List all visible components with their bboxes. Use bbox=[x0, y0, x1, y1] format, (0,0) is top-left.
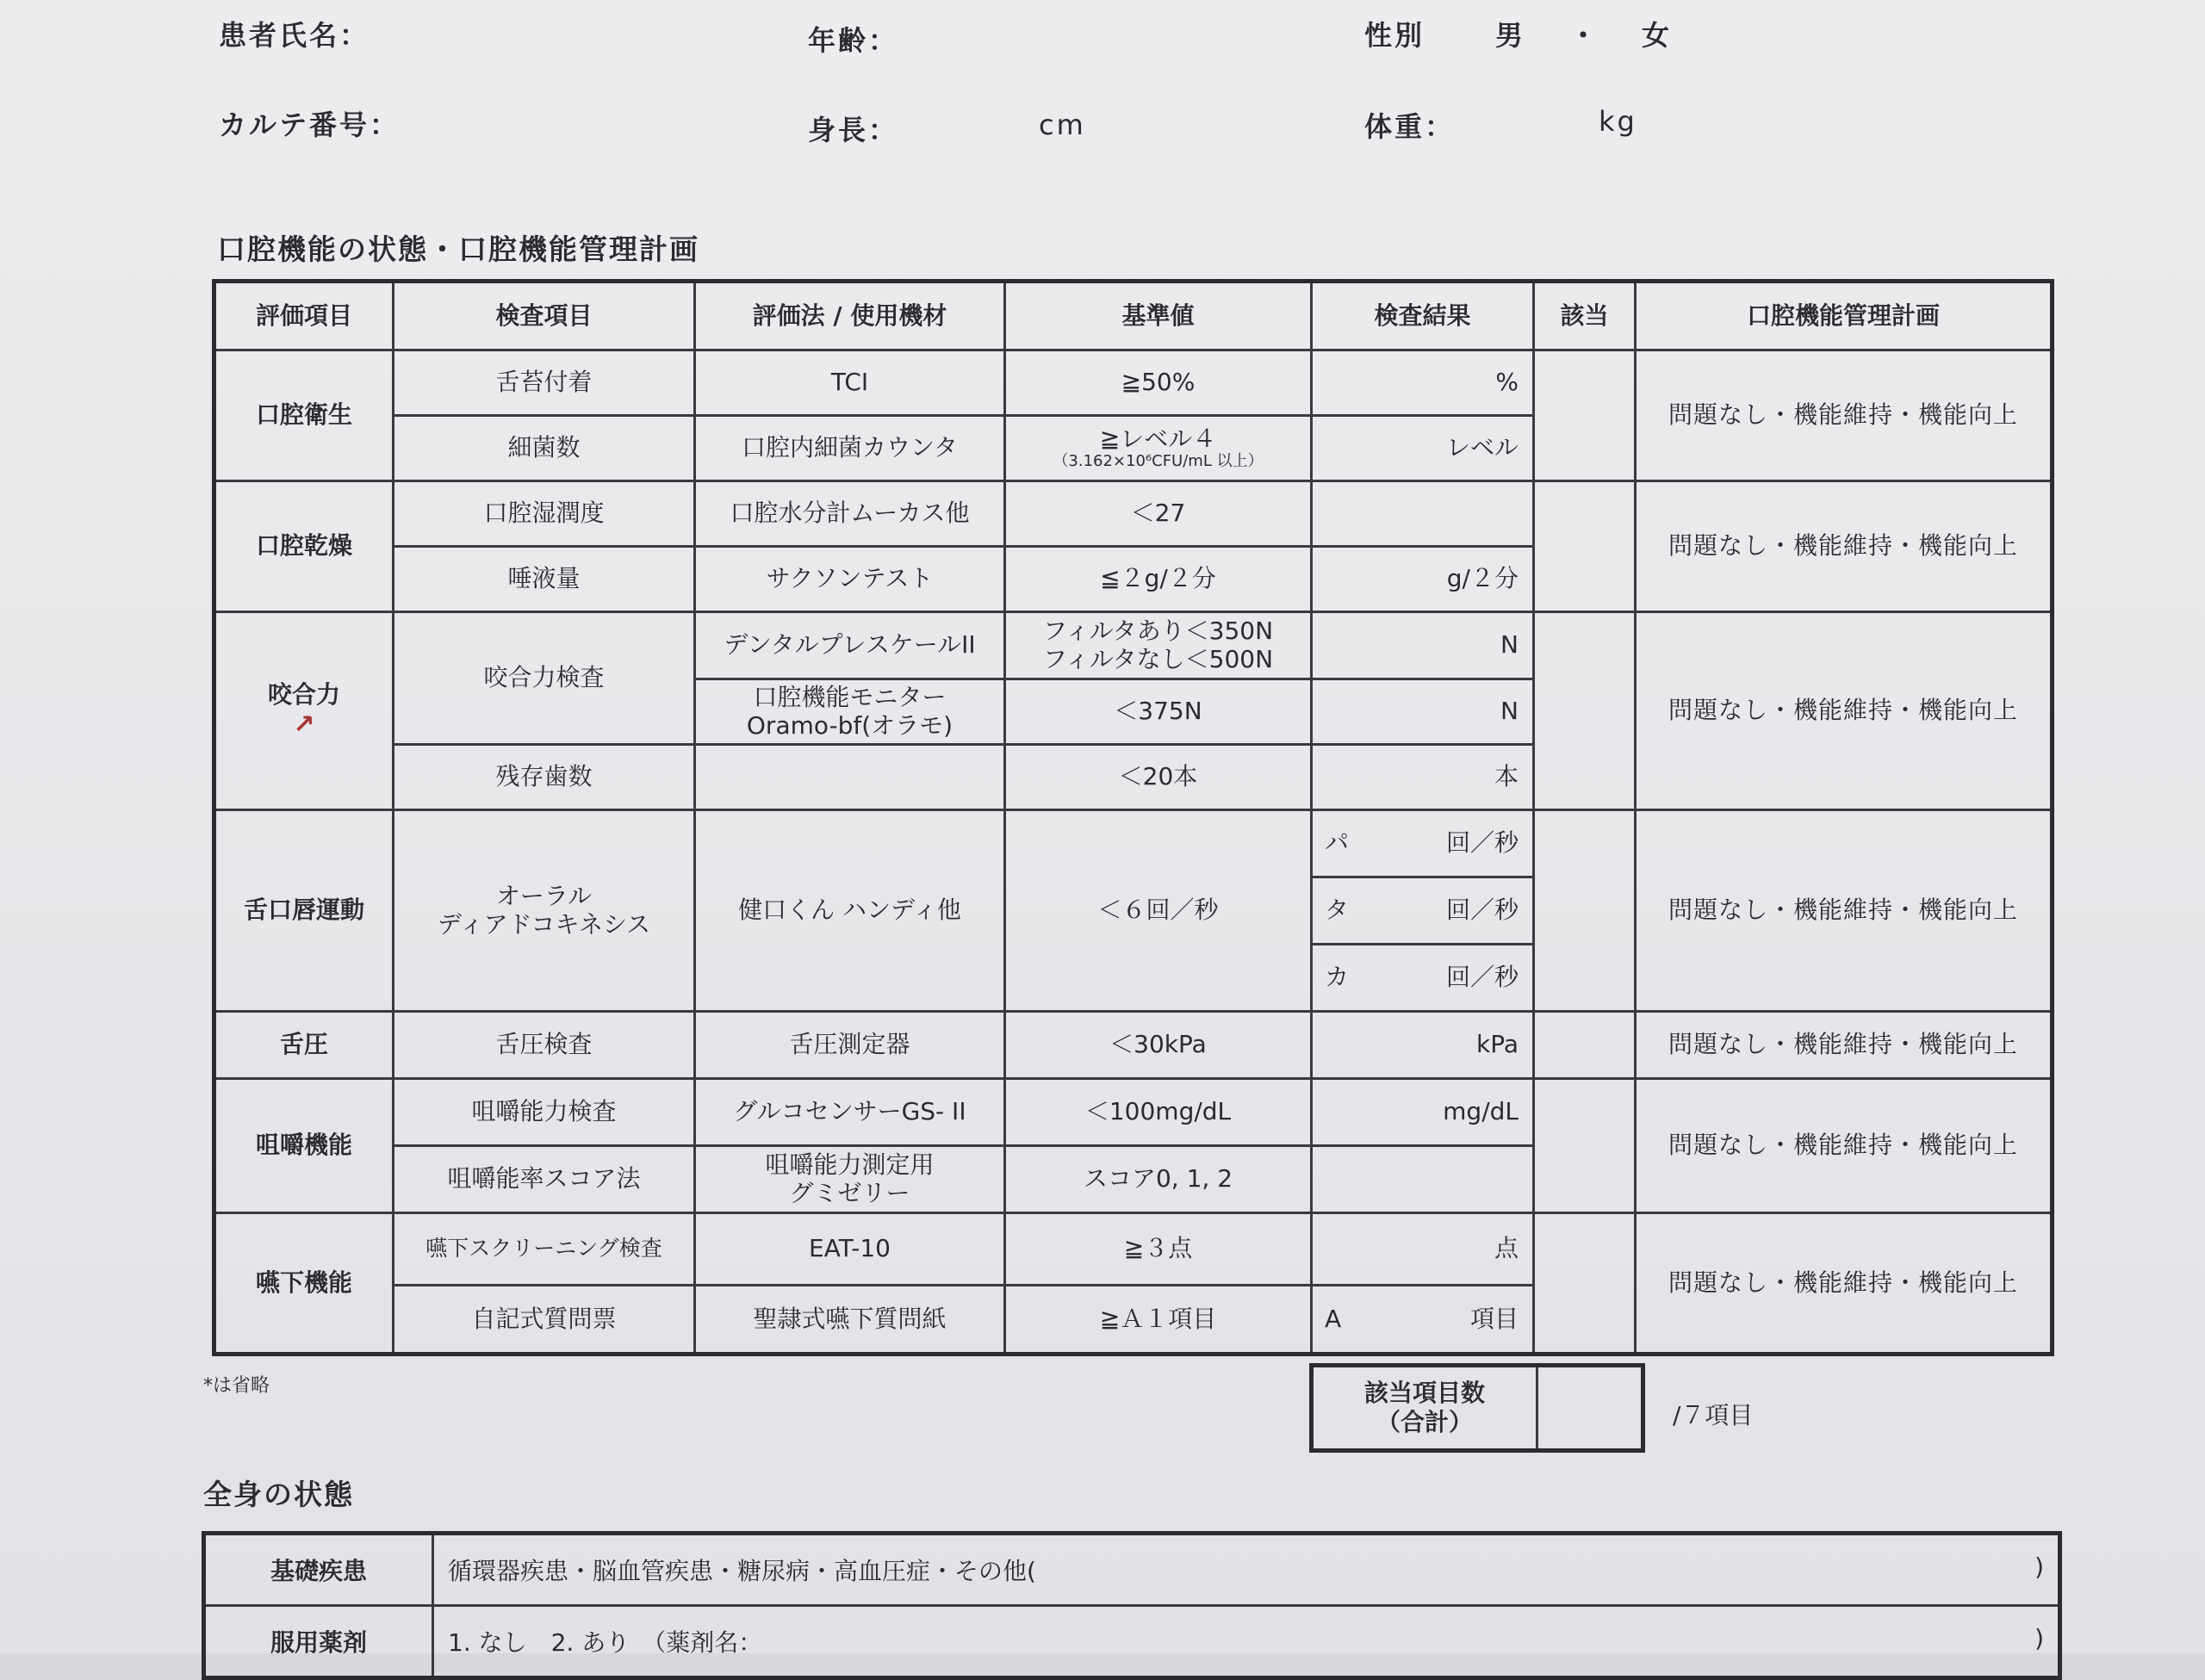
plan-options-cell[interactable]: 問題なし・機能維持・機能向上 bbox=[1636, 810, 2053, 1012]
standard-line: フィルタなし＜500N bbox=[1042, 644, 1274, 673]
standard-cell: ≧３点 bbox=[1005, 1213, 1312, 1286]
result-input-cell[interactable]: N bbox=[1312, 612, 1534, 679]
summary-row bbox=[1312, 1366, 1643, 1451]
standard-cell: ＜30kPa bbox=[1005, 1012, 1312, 1079]
result-input-cell[interactable]: mg/dL bbox=[1312, 1079, 1534, 1146]
result-input-cell[interactable]: 本 bbox=[1312, 745, 1534, 810]
result-input-cell[interactable]: N bbox=[1312, 679, 1534, 745]
method-cell: サクソンテスト bbox=[695, 547, 1005, 612]
table-row bbox=[204, 1534, 2060, 1606]
result-input-cell[interactable] bbox=[1312, 1286, 1534, 1355]
oral-function-section-title: 口腔機能の状態・口腔機能管理計画 bbox=[217, 232, 699, 266]
standard-main: ≧レベル４ bbox=[1099, 425, 1217, 454]
table-row bbox=[214, 1213, 2053, 1286]
standard-cell: スコア0, 1, 2 bbox=[1005, 1146, 1312, 1213]
plan-options-cell[interactable]: 問題なし・機能維持・機能向上 bbox=[1636, 612, 2053, 810]
summary-label-sub: （合計） bbox=[1376, 1408, 1473, 1436]
patient-name-label: 患者氏名： bbox=[219, 19, 370, 52]
test-item-cell: 自記式質問票 bbox=[394, 1286, 695, 1355]
column-header: 口腔機能管理計画 bbox=[1636, 282, 2053, 350]
height-unit: cm bbox=[1039, 108, 1086, 141]
result-input-cell[interactable] bbox=[1312, 481, 1534, 547]
test-item-cell: 舌圧検査 bbox=[394, 1012, 695, 1079]
method-cell: 健口くん ハンディ他 bbox=[695, 810, 1005, 1012]
standard-cell: ＜375N bbox=[1005, 679, 1312, 745]
method-cell: 口腔水分計ムーカス他 bbox=[695, 481, 1005, 547]
table-header-row bbox=[214, 282, 2053, 350]
table-row bbox=[214, 350, 2053, 416]
test-item-cell: 嚥下スクリーニング検査 bbox=[394, 1213, 695, 1286]
method-line: グミゼリー bbox=[789, 1178, 910, 1207]
test-item-cell: 細菌数 bbox=[394, 416, 695, 481]
summary-label: 該当項目数 bbox=[1363, 1379, 1485, 1408]
syllable-ta: タ bbox=[1325, 896, 1350, 925]
method-cell: TCI bbox=[695, 350, 1005, 416]
category-cell: 口腔衛生 bbox=[214, 350, 394, 481]
height-label: 身長： bbox=[808, 114, 899, 146]
table-row bbox=[214, 481, 2053, 547]
plan-options-cell[interactable]: 問題なし・機能維持・機能向上 bbox=[1636, 1213, 2053, 1355]
standard-cell: ≧50% bbox=[1005, 350, 1312, 416]
result-input-cell[interactable]: g/２分 bbox=[1312, 547, 1534, 612]
method-cell bbox=[695, 679, 1005, 745]
method-cell: 聖隷式嚥下質問紙 bbox=[695, 1286, 1005, 1355]
result-input-cell[interactable] bbox=[1312, 810, 1534, 877]
general-condition-table bbox=[202, 1531, 2062, 1680]
category-cell: 舌口唇運動 bbox=[214, 810, 394, 1012]
table-row bbox=[214, 1079, 2053, 1146]
chart-number-label: カルテ番号： bbox=[219, 108, 401, 141]
test-item-cell: 舌苔付着 bbox=[394, 350, 695, 416]
test-item-cell: 咀嚼能力検査 bbox=[394, 1079, 695, 1146]
result-unit: 回／秒 bbox=[1445, 896, 1519, 925]
result-input-cell[interactable]: 点 bbox=[1312, 1213, 1534, 1286]
column-header: 評価法 / 使用機材 bbox=[695, 282, 1005, 350]
weight-label: 体重： bbox=[1364, 110, 1456, 143]
summary-label-cell bbox=[1312, 1366, 1537, 1451]
sex-female-option[interactable]: 女 bbox=[1642, 19, 1673, 52]
standard-sub: （3.162×10⁶CFU/mL 以上） bbox=[1053, 452, 1264, 471]
sex-male-option[interactable]: 男 bbox=[1495, 19, 1526, 52]
method-cell: 口腔内細菌カウンタ bbox=[695, 416, 1005, 481]
result-input-cell[interactable]: レベル bbox=[1312, 416, 1534, 481]
disease-close: ) bbox=[2034, 1553, 2044, 1581]
result-unit: 回／秒 bbox=[1445, 963, 1519, 992]
standard-cell bbox=[1005, 416, 1312, 481]
column-header: 検査結果 bbox=[1312, 282, 1534, 350]
applicable-checkbox-cell[interactable] bbox=[1534, 481, 1636, 612]
category-cell: 舌圧 bbox=[214, 1012, 394, 1079]
handwritten-mark: ↗ bbox=[293, 710, 315, 741]
result-input-cell[interactable]: % bbox=[1312, 350, 1534, 416]
test-item-cell: 咬合力検査 bbox=[394, 612, 695, 745]
column-header: 検査項目 bbox=[394, 282, 695, 350]
sex-separator: ・ bbox=[1569, 19, 1600, 52]
category-cell: 咀嚼機能 bbox=[214, 1079, 394, 1213]
general-condition-section-title: 全身の状態 bbox=[203, 1478, 354, 1511]
standard-cell bbox=[1005, 612, 1312, 679]
category-cell: 口腔乾燥 bbox=[214, 481, 394, 612]
oral-function-table bbox=[212, 279, 2054, 1356]
syllable-pa: パ bbox=[1325, 828, 1350, 858]
footnote: *は省略 bbox=[203, 1375, 270, 1397]
medication-label: 服用薬剤 bbox=[204, 1606, 433, 1678]
column-header: 基準値 bbox=[1005, 282, 1312, 350]
standard-cell: ≦２g/２分 bbox=[1005, 547, 1312, 612]
applicable-checkbox-cell[interactable] bbox=[1534, 612, 1636, 810]
applicable-checkbox-cell[interactable] bbox=[1534, 810, 1636, 1012]
test-item-line: ディアドコキネシス bbox=[437, 909, 651, 939]
standard-line: フィルタあり＜350N bbox=[1042, 617, 1274, 646]
weight-unit: kg bbox=[1599, 105, 1637, 138]
column-header: 評価項目 bbox=[214, 282, 394, 350]
table-row bbox=[214, 1012, 2053, 1079]
category-label: 咬合力 bbox=[267, 680, 340, 710]
test-item-cell: 口腔湿潤度 bbox=[394, 481, 695, 547]
method-cell bbox=[695, 745, 1005, 810]
method-cell: グルコセンサーGS- II bbox=[695, 1079, 1005, 1146]
standard-cell: ＜27 bbox=[1005, 481, 1312, 547]
medication-text: 1. なし 2. あり （薬剤名： bbox=[448, 1628, 763, 1657]
result-prefix: A bbox=[1325, 1304, 1342, 1333]
summary-table bbox=[1309, 1363, 1645, 1453]
method-line: 口腔機能モニター bbox=[753, 683, 947, 712]
table-row bbox=[214, 810, 2053, 877]
standard-cell: ＜20本 bbox=[1005, 745, 1312, 810]
test-item-cell: 残存歯数 bbox=[394, 745, 695, 810]
result-input-cell[interactable] bbox=[1312, 945, 1534, 1012]
medication-close: ) bbox=[2034, 1624, 2044, 1652]
plan-options-cell[interactable]: 問題なし・機能維持・機能向上 bbox=[1636, 481, 2053, 612]
applicable-checkbox-cell[interactable] bbox=[1534, 1079, 1636, 1213]
age-label: 年齢： bbox=[808, 24, 899, 57]
summary-count-input[interactable] bbox=[1537, 1366, 1643, 1451]
method-line: 咀嚼能力測定用 bbox=[765, 1150, 935, 1180]
standard-cell: ≧Ａ１項目 bbox=[1005, 1286, 1312, 1355]
method-cell: EAT-10 bbox=[695, 1213, 1005, 1286]
result-input-cell[interactable] bbox=[1312, 1146, 1534, 1213]
table-row bbox=[204, 1606, 2060, 1678]
category-cell bbox=[214, 612, 394, 810]
category-cell: 嚥下機能 bbox=[214, 1213, 394, 1355]
test-item-cell bbox=[394, 810, 695, 1012]
table-row bbox=[214, 612, 2053, 679]
method-line: Oramo-bf(オラモ) bbox=[746, 710, 953, 740]
standard-cell: ＜100mg/dL bbox=[1005, 1079, 1312, 1146]
disease-text: 循環器疾患・脳血管疾患・糖尿病・高血圧症・その他( bbox=[448, 1557, 1036, 1585]
test-item-cell: 咀嚼能率スコア法 bbox=[394, 1146, 695, 1213]
underlying-disease-label: 基礎疾患 bbox=[204, 1534, 433, 1606]
result-unit: 回／秒 bbox=[1445, 828, 1519, 858]
applicable-checkbox-cell[interactable] bbox=[1534, 1012, 1636, 1079]
plan-options-cell[interactable]: 問題なし・機能維持・機能向上 bbox=[1636, 1012, 2053, 1079]
test-item-cell: 唾液量 bbox=[394, 547, 695, 612]
sex-label: 性別 bbox=[1364, 19, 1425, 52]
method-cell: デンタルプレスケールII bbox=[695, 612, 1005, 679]
summary-total: /７項目 bbox=[1673, 1401, 1754, 1429]
plan-options-cell[interactable]: 問題なし・機能維持・機能向上 bbox=[1636, 1079, 2053, 1213]
medication-options[interactable] bbox=[433, 1606, 2060, 1678]
underlying-disease-options[interactable] bbox=[433, 1534, 2060, 1606]
test-item-line: オーラル bbox=[495, 882, 593, 911]
method-cell bbox=[695, 1146, 1005, 1213]
applicable-checkbox-cell[interactable] bbox=[1534, 350, 1636, 481]
method-cell: 舌圧測定器 bbox=[695, 1012, 1005, 1079]
result-unit: 項目 bbox=[1469, 1304, 1519, 1333]
column-header: 該当 bbox=[1534, 282, 1636, 350]
standard-cell: ＜６回／秒 bbox=[1005, 810, 1312, 1012]
result-input-cell[interactable]: kPa bbox=[1312, 1012, 1534, 1079]
syllable-ka: カ bbox=[1325, 963, 1350, 992]
result-input-cell[interactable] bbox=[1312, 877, 1534, 945]
plan-options-cell[interactable]: 問題なし・機能維持・機能向上 bbox=[1636, 350, 2053, 481]
applicable-checkbox-cell[interactable] bbox=[1534, 1213, 1636, 1355]
